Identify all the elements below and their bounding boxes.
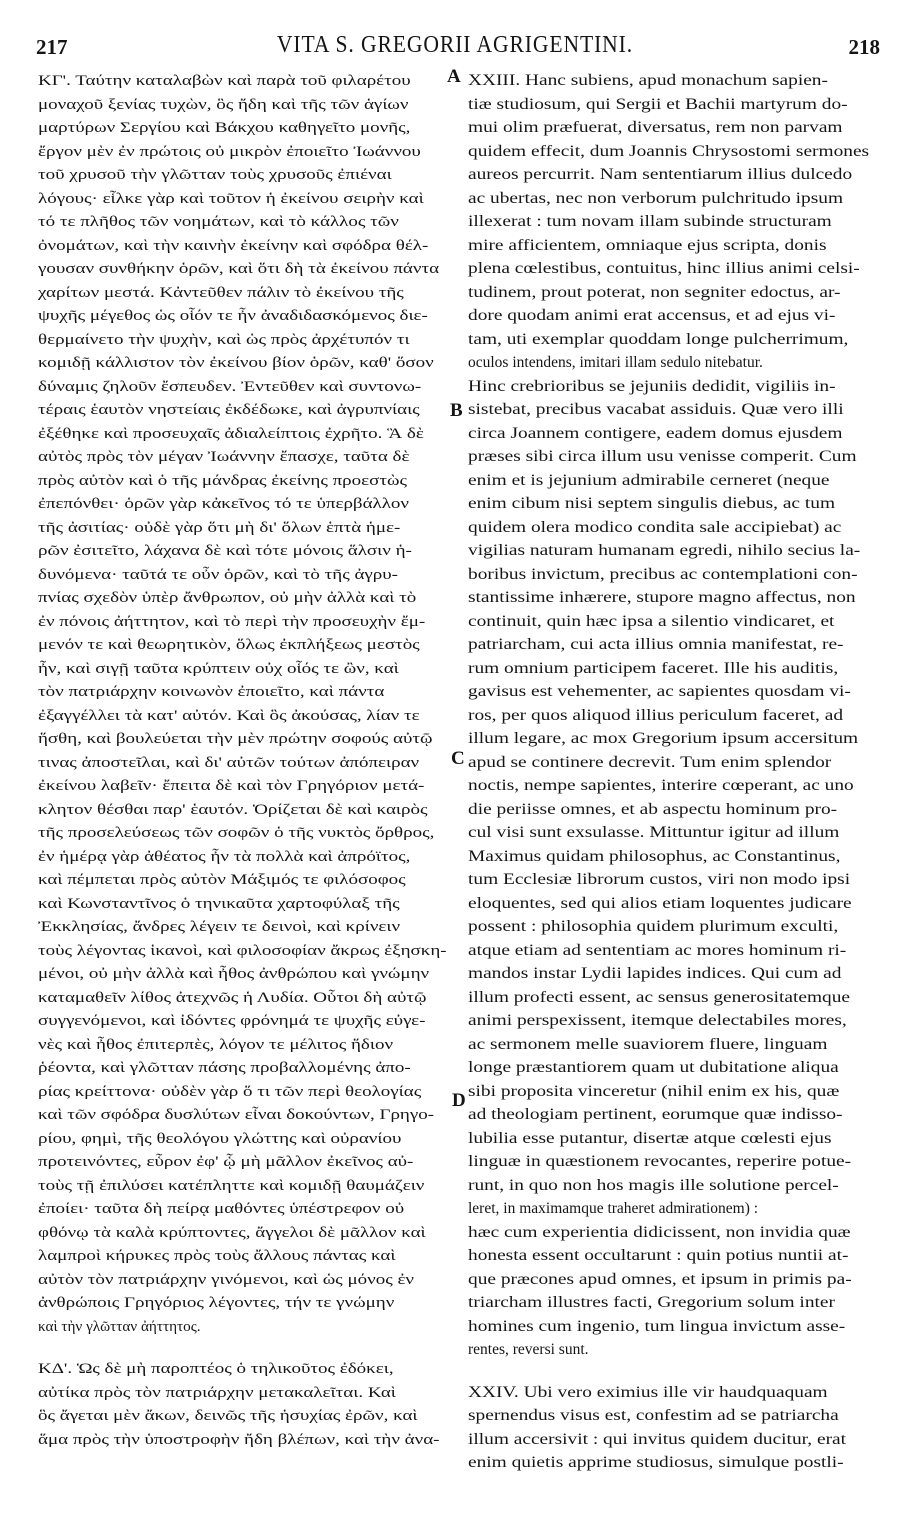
greek-text-line: ρίου, φημὶ, τῆς θεολόγου γλώττης καὶ οὐρανίου (38, 1129, 402, 1147)
greek-text-line: αὐτίκα πρὸς τὸν πατριάρχην μετακαλεῖται. Καὶ (38, 1383, 396, 1401)
greek-text-line: τὸν πατριάρχην κοινωνὸν ἐποιεῖτο, καὶ πάντα (38, 683, 385, 700)
latin-text-line: apud se continere decrevit. Tum enim splendor (468, 753, 832, 771)
greek-text-line: ἐποίει· ταῦτα δὴ πείρᾳ μαθόντες ὑπέστρεφον οὐ (38, 1200, 405, 1217)
greek-text-line: ἥσθη, καὶ βουλεύεται τὴν μὲν πρώτην σοφούς αὐτῷ (38, 730, 433, 747)
latin-text-line: præses sibi circa illum usu venisse comperit. Cum (468, 448, 857, 465)
greek-text-line: τό τε πλῆθος τῶν νοημάτων, καὶ τὸ κάλλος τῶν (38, 213, 399, 230)
page-number-left: 217 (36, 35, 68, 59)
latin-text-line: enim cibum nisi septem singulis diebus, ac tum (468, 495, 836, 512)
greek-text-line: τοὺς τῇ ἐπιλύσει κατέπληττε καὶ κομιδῇ θαυμάζειν (38, 1176, 425, 1194)
latin-text-line: rentes, reversi sunt. (468, 1341, 589, 1358)
greek-text-line: θερμαίνετο τὴν ψυχὴν, καὶ ὡς πρὸς ἀρχέτυπόν τι (38, 330, 410, 348)
greek-text-line: δύναμις ζηλοῦν ἔσπευδεν. Ἐντεῦθεν καὶ συντονω- (38, 377, 422, 395)
greek-text-line: καὶ τὴν γλῶτταν ἀήττητος. (38, 1317, 201, 1335)
greek-text-line: ῥέοντα, καὶ γλῶτταν πάσης προβαλλομένης ἀπο- (38, 1059, 411, 1076)
margin-letter-c: C (451, 748, 465, 769)
greek-text-line: λόγους· εἷλκε γὰρ καὶ τοῦτον ἡ ἐκείνου σειρὴν καὶ (38, 189, 424, 207)
latin-text-line: stantissime inhærere, stupore magno affectus, non (468, 589, 856, 606)
latin-text-line: patriarcham, cui acta illius omnia manifestat, re- (468, 636, 844, 653)
greek-text-line: αὐτὸν τὸν πατριάρχην γινόμενοι, καὶ ὡς μόνος ἐν (38, 1270, 415, 1288)
greek-text-line: ἔργον μὲν ἐν πρώτοις οὐ μικρὸν ἐποιεῖτο Ἰωάννου (38, 142, 421, 160)
latin-text-line: honesta essent occultarunt : quin potius nuntii at- (468, 1247, 849, 1264)
greek-text-line: ἅμα πρὸς τὴν ὑποστροφὴν ἤδη βλέπων, καὶ τὴν ἀνα- (38, 1430, 440, 1448)
greek-text-line: ἐν πόνοις ἀήττητον, καὶ τὸ περὶ τὴν προσευχὴν ἔμ- (38, 612, 426, 630)
greek-text-line: κομιδῇ κάλλιστον τὸν ἐκείνου βίον ὁρῶν, καθ' ὅσον (38, 354, 434, 371)
margin-letter-b: B (450, 400, 463, 421)
greek-text-line: ψυχῆς μέγεθος ὡς οἷόν τε ἦν ἀναδιδασκόμενος διε- (38, 307, 428, 324)
latin-text-line: tam, uti exemplar quoddam longe pulcherrimum, (468, 330, 849, 348)
latin-text-line: mui olim præfuerat, diversatus, rem non parvam (468, 119, 843, 136)
greek-text-line: ἐξέθηκε καὶ προσευχαῖς ἀδιαλείπτοις ἐχρῆτο. Ἃ δὲ (38, 424, 424, 442)
greek-text-line: καὶ Κωνσταντῖνος ὁ τηνικαῦτα χαρτοφύλαξ τῆς (38, 894, 400, 912)
latin-text-line: quidem effecit, dum Joannis Chrysostomi sermones (468, 142, 870, 160)
greek-text-line: ἀνθρώποις Γρηγόριος λέγοντες, τήν τε γνώμην (38, 1294, 395, 1311)
latin-text-line: Maximus quidam philosophus, ac Constantinus, (468, 847, 841, 865)
latin-text-line: linguæ in quæstionem revocantes, reperire potue- (468, 1153, 852, 1170)
latin-text-line: spernendus visus est, confestim ad se patriarcha (468, 1407, 839, 1424)
greek-column (38, 69, 455, 1451)
greek-text-line: ὀνομάτων, καὶ τὴν καινὴν ἐκείνην καὶ σφόδρα θέλ- (38, 236, 429, 254)
latin-text-line: ac sermonem melle suaviorem fluere, linguam (468, 1035, 828, 1053)
latin-text-line: boribus invictum, precibus ac contemplationi con- (468, 565, 858, 583)
greek-text-line: τοῦ χρυσοῦ τὴν γλῶτταν τοὺς χρυσοῦς ἐπιέναι (38, 166, 392, 183)
greek-text-line: δυνόμενα· ταῦτά τε οὖν ὁρῶν, καὶ τὸ τῆς ἀγρυ- (38, 565, 398, 583)
greek-text-line: τοὺς λέγοντας ἱκανοὶ, καὶ φιλοσοφίαν ἄκρως ἐξησκη- (38, 941, 447, 959)
latin-text-line: illum accersivit : qui invitus quidem ducitur, erat (468, 1430, 847, 1448)
latin-text-line: Hinc crebrioribus se jejuniis dedidit, vigiliis in- (468, 377, 836, 395)
greek-text-line: ἐπεπόνθει· ὁρῶν γὰρ κἀκεῖνος τό τε ὑπερβάλλον (38, 495, 410, 512)
latin-text-line: die periisse omnes, et ab aspectu hominum pro- (468, 800, 838, 818)
latin-text-line: quidem olera modico condita sale accipiebat) ac (468, 518, 842, 536)
latin-text-line: illexerat : tum novam illam subinde structuram (468, 213, 832, 230)
greek-text-line: νὲς καὶ ἦθος ἐπιτερπὲς, λόγον τε μέλιτος ἥδιον (38, 1035, 394, 1053)
greek-text-line: μένοι, οὐ μὴν ἀλλὰ καὶ ἦθος ἀνθρώπου καὶ γνώμην (38, 965, 430, 982)
latin-text-line: oculos intendens, imitari illam sedulo nitebatur. (468, 354, 763, 371)
latin-text-line: eloquentes, sed qui alios etiam loquentes judicare (468, 894, 852, 912)
section-gap (38, 1338, 455, 1357)
latin-text-line: atque etiam ad sententiam ac mores hominum ri- (468, 941, 847, 959)
greek-text-line: ρῶν ἐσιτεῖτο, λάχανα δὲ καὶ τότε μόνοις ἅλσιν ἡ- (38, 542, 412, 559)
greek-text-line: λαμπροὶ κήρυκες πρὸς τοὺς ἄλλους πάντας καὶ (38, 1247, 396, 1264)
greek-text-line: μαρτύρων Σεργίου καὶ Βάκχου καθηγεῖτο μονῆς, (38, 119, 411, 136)
greek-text-line: ἐκείνου λαβεῖν· ἔπειτα δὲ καὶ τὸν Γρηγόριον μετά- (38, 777, 425, 794)
margin-letter-d: D (452, 1090, 466, 1111)
latin-text-line: rum omnium participem faceret. Ille his auditis, (468, 659, 839, 677)
page-number-right: 218 (848, 35, 880, 59)
greek-text-line: φθόνῳ τὰ καλὰ κρύπτοντες, ἄγγελοι δὲ μᾶλλον καὶ (38, 1223, 426, 1241)
greek-text-line: κλητον θέσθαι παρ' ἑαυτόν. Ὁρίζεται δὲ καὶ καιρὸς (38, 800, 428, 818)
greek-text-line: μοναχοῦ ξενίας τυχὼν, ὃς ἤδη καὶ τῆς τῶν ἁγίων (38, 95, 409, 113)
latin-text-line: plena cœlestibus, contuitus, hinc illius animi celsi- (468, 260, 860, 277)
greek-text-line: πνίας σχεδὸν ὑπὲρ ἄνθρωπον, οὐ μὴν ἀλλὰ καὶ τὸ (38, 589, 417, 606)
latin-text-line: homines cum ingenio, tum lingua invictum asse- (468, 1317, 846, 1335)
latin-text-line: gavisus est vehementer, ac sapientes quosdam vi- (468, 683, 851, 700)
latin-text-line: XXIII. Hanc subiens, apud monachum sapien- (468, 72, 828, 89)
greek-text-line: προτεινόντες, εὗρον ἐφ' ᾧ μὴ μᾶλλον ἐκεῖνος αὐ- (38, 1153, 414, 1170)
latin-text-line: enim quietis apprime studiosus, simulque postli- (468, 1454, 844, 1471)
latin-text-line: illum legare, ac mox Gregorium ipsum accersitum (468, 730, 859, 747)
page-header (0, 0, 910, 70)
latin-text-line: ad theologiam pertinent, eorumque quæ indisso- (468, 1106, 843, 1123)
latin-text-line: hæc cum experientia didicissent, non invidia quæ (468, 1223, 851, 1241)
latin-text-line: XXIV. Ubi vero eximius ille vir haudquaquam (468, 1383, 828, 1401)
latin-text-line: leret, in maximamque traheret admirationem) : (468, 1200, 759, 1217)
latin-text-line: triarcham illustres facti, Gregorium solum inter (468, 1294, 835, 1311)
greek-text-line: τέραις ἑαυτὸν νηστείαις ἐκδέδωκε, καὶ ἀγρυπνίαις (38, 401, 420, 418)
latin-text-line: circa Joannem contigere, eadem domus ejusdem (468, 424, 843, 442)
latin-text-line: que præcones apud omnes, et ipsum in primis pa- (468, 1270, 852, 1288)
latin-text-line: sistebat, precibus vacabat assiduis. Quæ vero illi (468, 401, 844, 418)
latin-text-line: tudinem, prout poterat, non segniter edoctus, ar- (468, 283, 841, 301)
latin-text-line: vigilias naturam humanam egredi, nihilo secius la- (468, 542, 861, 559)
latin-text-line: aureos percurrit. Nam sententiarum illius dulcedo (468, 166, 853, 183)
latin-column (468, 69, 878, 1475)
latin-text-line: sibi proposita vinceretur (nihil enim ex his, quæ (468, 1082, 840, 1100)
greek-text-line: ὃς ἄγεται μὲν ἄκων, δεινῶς τῆς ἡσυχίας ἐρῶν, καὶ (38, 1407, 418, 1424)
greek-text-line: τῆς προσελεύσεως τῶν σοφῶν ὁ τῆς νυκτὸς ὄρθρος, (38, 824, 435, 841)
greek-text-line: ΚΔ'. Ὡς δὲ μὴ παροπτέος ὁ τηλικοῦτος ἐδόκει, (38, 1360, 394, 1377)
margin-letter-a: A (447, 66, 461, 87)
greek-text-line: τῆς ἀσιτίας· οὐδὲ γὰρ ὅτι μὴ δι' ὅλων ἑπτὰ ἡμε- (38, 518, 401, 536)
latin-text-line: longe præstantiorem quam ut dubitatione aliqua (468, 1059, 839, 1076)
greek-text-line: ἐξαγγέλλει τὰ κατ' αὐτόν. Καὶ ὃς ἀκούσας, λίαν τε (38, 706, 420, 724)
greek-text-line: χαρίτων μεστά. Κἀντεῦθεν πάλιν τὸ ἐκείνου τῆς (38, 283, 404, 301)
latin-text-line: runt, in quo non hos magis ille solutione percel- (468, 1176, 839, 1194)
latin-text-line: noctis, nempe sapientes, interire cœperant, ac uno (468, 777, 854, 794)
latin-text-line: tum Ecclesiæ librorum custos, viri non modo ipsi (468, 871, 851, 888)
greek-text-line: καταμαθεῖν λίθος ἀτεχνῶς ἡ Λυδία. Οὗτοι δὴ αὐτῷ (38, 988, 427, 1006)
latin-text-line: ac ubertas, nec non verborum pulchritudo ipsum (468, 189, 844, 207)
greek-text-line: καὶ πέμπεται πρὸς αὐτὸν Μάξιμός τε φιλόσοφος (38, 871, 406, 888)
greek-text-line: ἦν, καὶ σιγῇ ταῦτα κρύπτειν οὐχ οἷός τε ὢν, καὶ (38, 659, 399, 677)
greek-text-line: τινας ἀποστεῖλαι, καὶ δι' αὐτῶν τούτων ἀπόπειραν (38, 753, 420, 771)
latin-text-line: illum profecti essent, ac sensus generositatemque (468, 988, 851, 1006)
latin-text-line: possent : philosophia quidem plurimum exculti, (468, 918, 839, 935)
latin-text-line: ros, per quos aliquod illius periculum faceret, ad (468, 706, 844, 724)
greek-text-line: Ἐκκλησίας, ἄνδρες λέγειν τε δεινοὶ, καὶ κρίνειν (38, 918, 401, 935)
latin-text-line: cul visi sunt exsulasse. Mittuntur igitur ad illum (468, 824, 840, 841)
greek-text-line: ΚΓ'. Ταύτην καταλαβὼν καὶ παρὰ τοῦ φιλαρέτου (38, 72, 411, 89)
greek-text-line: αὐτὸς πρὸς τὸν μέγαν Ἰωάννην ἔπασχε, ταῦτα δὲ (38, 448, 410, 465)
greek-text-line: συγγενόμενοι, καὶ ἰδόντες φρόνημά τε ψυχῆς εὐγε- (38, 1012, 426, 1029)
latin-text-line: enim et is jejunium admirabile cerneret (neque (468, 471, 830, 489)
latin-text-line: tiæ studiosum, qui Sergii et Bachii martyrum do- (468, 95, 848, 113)
greek-text-line: πρὸς αὐτὸν καὶ ὁ τῆς μάνδρας ἐκείνης προεστὼς (38, 471, 408, 489)
greek-text-line: καὶ τῶν σφόδρα δυσλύτων εἶναι δοκούντων, Γρηγο- (38, 1106, 435, 1123)
latin-text-line: continuit, quin hæc ipsa a silentio vindicaret, et (468, 612, 835, 630)
greek-text-line: ἐν ἡμέρᾳ γὰρ ἀθέατος ἦν τὰ πολλὰ καὶ ἀπρόϊτος, (38, 847, 411, 865)
latin-text-line: lubilia esse putantur, disertæ atque cœlesti ejus (468, 1129, 832, 1147)
greek-text-line: ρίας κρείττονα· οὐδὲν γὰρ ὅ τι τῶν περὶ θεολογίας (38, 1082, 422, 1100)
greek-text-line: γουσαν συνθήκην ὁρῶν, καὶ ὅτι δὴ τὰ ἐκείνου πάντα (38, 260, 440, 277)
section-gap (468, 1362, 878, 1381)
latin-text-line: mire afficientem, omniaque ejus scripta, donis (468, 236, 827, 254)
latin-text-line: animi perspexissent, itemque delectabiles mores, (468, 1012, 847, 1029)
latin-text-line: dore quodam animi erat accensus, et ad ejus vi- (468, 307, 836, 324)
greek-text-line: μενόν τε καὶ θεωρητικὸν, ὅλως ἐκπλήξεως μεστὸς (38, 636, 420, 653)
latin-text-line: mandos instar Lydii lapides indices. Qui cum ad (468, 965, 842, 982)
running-title: VITA S. GREGORII AGRIGENTINI. (276, 32, 634, 58)
